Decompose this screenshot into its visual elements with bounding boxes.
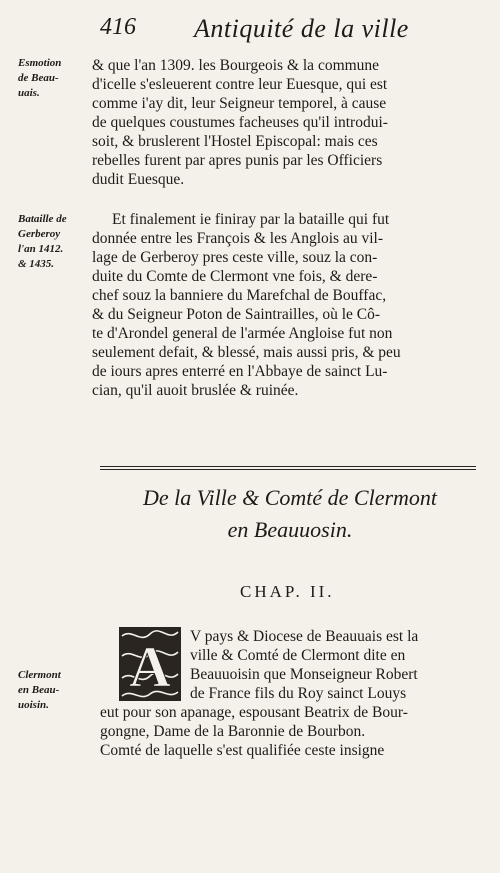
text-line: & du Seigneur Poton de Saintrailles, où le Cô- [92, 306, 381, 323]
text-line: gongne, Dame de la Baronnie de Bourbon. [100, 723, 366, 740]
paragraph-battle [92, 210, 462, 400]
margin-note-line: uoisin. [18, 699, 49, 711]
margin-note-line: de Beau- [18, 72, 59, 84]
text-line: de iours apres enterré en l'Abbaye de sainct Lu- [92, 363, 388, 380]
margin-note-line: Esmotion [18, 57, 62, 69]
text-line: comme i'ay dit, leur Seigneur temporel, à cause [92, 95, 387, 112]
margin-note-emotion [18, 56, 96, 101]
margin-note-line: Gerberoy [18, 228, 61, 240]
text-line: Beauuoisin que Monseigneur Robert [190, 666, 418, 683]
text-line: cian, qu'il auoit bruslée & ruinée. [92, 382, 299, 399]
section-rule [100, 463, 476, 473]
margin-note-line: uais. [18, 87, 40, 99]
margin-note-clermont [18, 668, 96, 713]
text-line: chef souz la banniere du Marefchal de Bouffac, [92, 287, 387, 304]
text-line: de France fils du Roy sainct Louys [190, 685, 407, 702]
running-title: Antiquité de la ville [194, 14, 409, 43]
text-line: ville & Comté de Clermont dite en [190, 647, 406, 664]
section-title-line: De la Ville & Comté de Clermont [142, 485, 438, 510]
text-line: V pays & Diocese de Beauuais est la [190, 628, 419, 645]
section-title-line: en Beauuosin. [227, 517, 353, 542]
margin-note-line: l'an 1412. [18, 243, 64, 255]
text-line: seulement defait, & blessé, mais aussi pris, & peu [92, 344, 401, 361]
margin-note-line: & 1435. [18, 258, 55, 270]
margin-note-line: Bataille de [18, 213, 67, 225]
text-line: te d'Arondel general de l'armée Angloise fut non [92, 325, 393, 342]
margin-note-line: Clermont [18, 669, 61, 681]
text-line: de quelques coustumes facheuses qu'il introdui- [92, 114, 388, 131]
text-line: donnée entre les François & les Anglois au vil- [92, 230, 383, 247]
text-line: eut pour son apanage, espousant Beatrix de Bour- [100, 704, 408, 721]
section-title [100, 482, 480, 546]
rule-line [100, 466, 476, 467]
text-line: Comté de laquelle s'est qualifiée ceste insigne [100, 742, 385, 759]
page-number: 416 [100, 14, 136, 40]
chapter-heading: CHAP. II. [240, 582, 335, 601]
dropcap-letter: A [129, 634, 171, 699]
margin-note-battle [18, 212, 96, 272]
text-line: dudit Euesque. [92, 171, 185, 188]
paragraph-clermont-rest [100, 703, 480, 760]
ornamental-dropcap [118, 626, 182, 702]
margin-note-line: en Beau- [18, 684, 60, 696]
page-header [100, 14, 480, 46]
text-line: duite du Comte de Clermont vne fois, & dere- [92, 268, 378, 285]
text-line: rebelles furent par apres punis par les Officiers [92, 152, 383, 169]
text-line: & que l'an 1309. les Bourgeois & la commune [92, 57, 380, 74]
text-line: d'icelle s'esleuerent contre leur Euesque, qui est [92, 76, 388, 93]
rule-line [100, 469, 476, 470]
paragraph-continuation [92, 56, 462, 189]
text-line: lage de Gerberoy pres ceste ville, souz la con- [92, 249, 378, 266]
text-line: Et finalement ie finiray par la bataille qui fut [112, 211, 390, 228]
paragraph-clermont-top [190, 627, 480, 703]
text-line: soit, & bruslerent l'Hostel Episcopal: mais ces [92, 133, 378, 150]
